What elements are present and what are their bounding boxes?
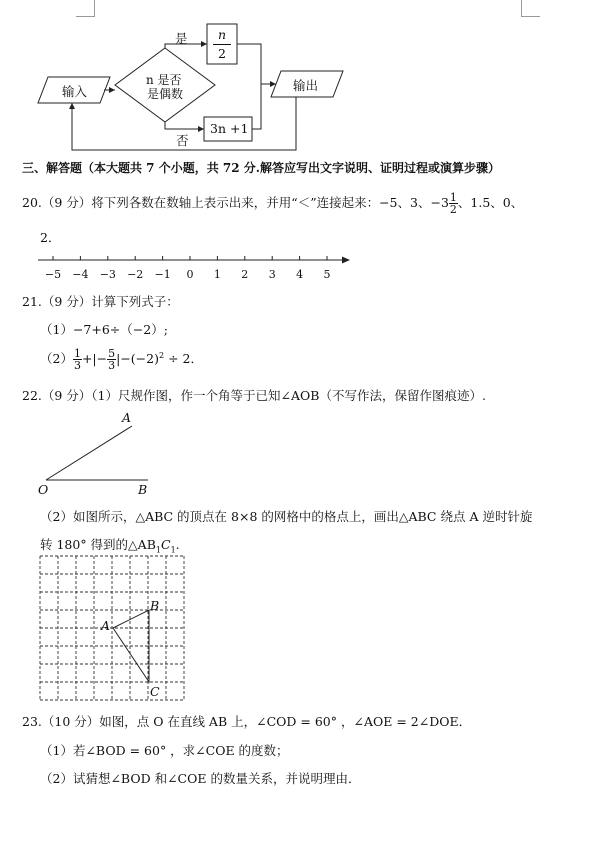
q21-label: 21.（9 分）计算下列式子：: [22, 294, 179, 309]
q22-p2-sub2: 1: [170, 545, 176, 555]
q21-part2: [40, 348, 203, 371]
q22-p2-c: C: [160, 537, 171, 552]
q21-frac1-num: 1: [73, 347, 81, 360]
angle-label-b: B: [138, 482, 148, 497]
number-line-label: −2: [127, 268, 144, 281]
q21-p2-mid: +|−: [81, 351, 108, 366]
number-line-label: −4: [72, 268, 89, 281]
grid-label-b: B: [150, 598, 160, 613]
q21-frac2: [107, 348, 116, 371]
q20-frac-num: 1: [449, 191, 457, 204]
condition-line2: 是偶数: [147, 87, 184, 101]
q20-frac-den: 2: [449, 203, 457, 216]
even-numerator: n: [218, 27, 227, 42]
q20-fraction: [449, 192, 458, 215]
number-line-label: −5: [44, 268, 62, 281]
q23-label: 23.（10 分）如图，点 O 在直线 AB 上，∠COD = 60° ，∠AOE = 2∠DOE．: [22, 714, 472, 729]
odd-expression: 3n +1: [210, 121, 249, 136]
q21-p2-tail: ÷ 2．: [164, 351, 203, 366]
q20-text: [22, 192, 523, 215]
grid-label-c: C: [150, 684, 160, 699]
q21-frac1: [73, 348, 82, 371]
number-line-label: 2: [241, 268, 249, 281]
q21-frac2-num: 5: [108, 347, 116, 360]
even-denominator: 2: [218, 46, 226, 61]
number-line-label: 1: [213, 268, 221, 281]
q21-p2-end: |−(−2): [116, 351, 159, 366]
grid-label-a: A: [101, 618, 111, 633]
q22-label: 22.（9 分）（1）尺规作图，作一个角等于已知∠AOB（不写作法，保留作图痕迹）.: [22, 388, 486, 403]
q22-part2-line1: （2）如图所示，△ABC 的顶点在 8×8 的网格中的格点上，画出△ABC 绕点 A 逆时针旋: [40, 509, 533, 524]
q21-frac1-den: 3: [73, 359, 81, 372]
q21-frac2-den: 3: [108, 359, 116, 372]
angle-aob-figure: [0, 408, 200, 498]
q23-part1: （1）若∠BOD = 60° ，求∠COE 的度数；: [40, 743, 289, 758]
q20-label: 20.（9 分）将下列各数在数轴上表示出来，并用“＜”连接起来：−5、3、−3: [22, 195, 449, 210]
number-line-label: 5: [323, 268, 331, 281]
number-line: [0, 248, 593, 284]
number-line-label: −1: [154, 268, 171, 281]
grid-figure: [0, 552, 200, 712]
number-line-label: 3: [268, 268, 276, 281]
q22-p2-sub1: 1: [155, 545, 161, 555]
q23-part2: （2）试猜想∠BOD 和∠COE 的数量关系，并说明理由．: [40, 771, 361, 786]
output-label: 输出: [293, 78, 319, 93]
section-heading: 三、解答题（本大题共 7 个小题，共 72 分.解答应写出文字说明、证明过程或演算步骤）: [22, 161, 500, 175]
q21-part1: （1）−7+6÷（−2）;: [40, 322, 168, 337]
q21-p2-prefix: （2）: [40, 351, 73, 366]
no-label: 否: [176, 133, 189, 148]
number-line-label: −3: [99, 268, 116, 281]
input-label: 输入: [62, 84, 88, 99]
angle-label-o: O: [38, 482, 49, 497]
q22-p2-end: .: [175, 537, 180, 552]
condition-line1: n 是否: [146, 73, 182, 87]
yes-label: 是: [175, 31, 188, 46]
number-line-label: 4: [296, 268, 304, 281]
number-line-label: 0: [186, 268, 194, 281]
q20-tail: 、1.5、0、: [457, 195, 524, 210]
even-fraction-bar: [213, 44, 231, 45]
q22-p2-line2-text: 转 180° 得到的△AB: [40, 537, 156, 552]
angle-label-a: A: [122, 410, 132, 425]
q21-p2-exp: 2: [159, 350, 165, 360]
q20-line2: 2．: [40, 230, 61, 245]
